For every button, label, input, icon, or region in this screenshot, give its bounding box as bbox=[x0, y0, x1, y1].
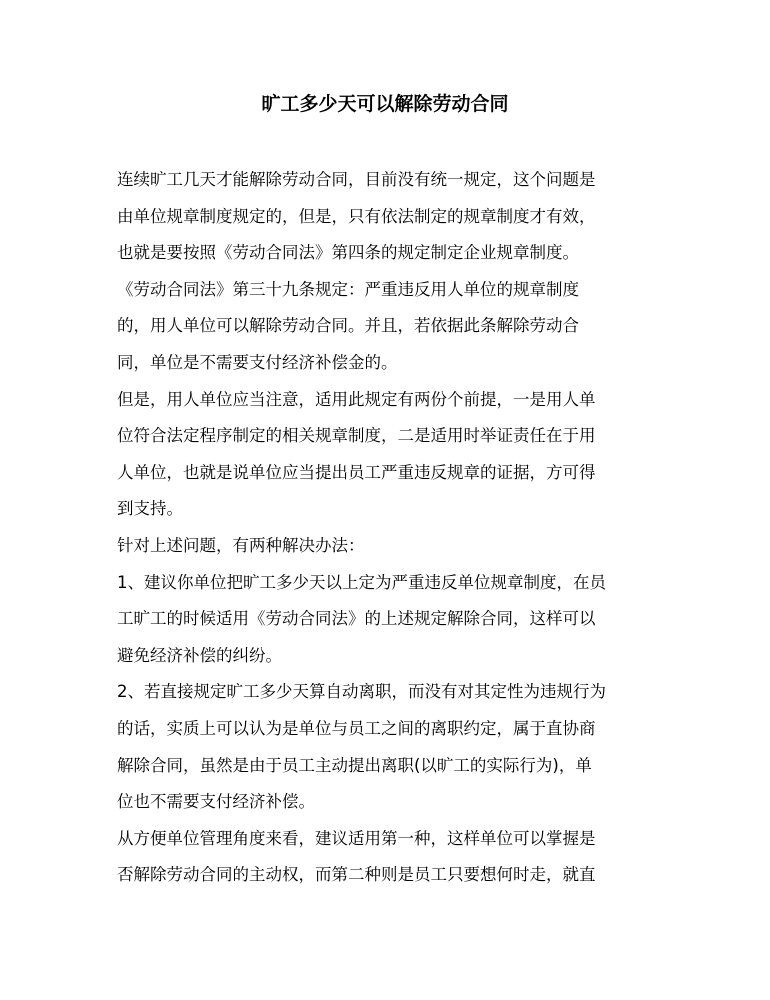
text-line: 连续旷工几天才能解除劳动合同，目前没有统一规定，这个问题是 bbox=[117, 170, 596, 189]
text-line: 1、建议你单位把旷工多少天以上定为严重违反单位规章制度，在员 bbox=[117, 572, 606, 592]
text-line: 人单位，也就是说单位应当提出员工严重违反规章的证据，方可得 bbox=[117, 462, 596, 482]
text-line: 由单位规章制度规定的，但是，只有依法制定的规章制度才有效， bbox=[117, 206, 596, 226]
text-line: 从方便单位管理角度来看，建议适用第一种，这样单位可以掌握是 bbox=[117, 828, 596, 848]
text-line: 位符合法定程序制定的相关规章制度，二是适用时举证责任在于用 bbox=[117, 426, 596, 446]
text-line: 解除合同，虽然是由于员工主动提出离职(以旷工的实际行为)，单 bbox=[117, 755, 592, 775]
text-line: 避免经济补偿的纠纷。 bbox=[117, 645, 282, 665]
text-line: 否解除劳动合同的主动权，而第二种则是员工只要想何时走，就直 bbox=[117, 865, 596, 885]
text-line: 到支持。 bbox=[117, 499, 183, 519]
text-line: 的话，实质上可以认为是单位与员工之间的离职约定，属于直协商 bbox=[117, 718, 596, 738]
text-line: 2、若直接规定旷工多少天算自动离职，而没有对其定性为违规行为 bbox=[117, 682, 606, 702]
text-line: 也就是要按照《劳动合同法》第四条的规定制定企业规章制度。 bbox=[117, 243, 579, 263]
text-line: 同，单位是不需要支付经济补偿金的。 bbox=[117, 352, 398, 372]
text-line: 的，用人单位可以解除劳动合同。并且，若依据此条解除劳动合 bbox=[117, 316, 579, 336]
text-line: 位也不需要支付经济补偿。 bbox=[117, 792, 315, 812]
text-line: 针对上述问题，有两种解决办法： bbox=[117, 535, 365, 555]
text-line: 但是，用人单位应当注意，适用此规定有两份个前提，一是用人单 bbox=[117, 389, 596, 409]
text-line: 《劳动合同法》第三十九条规定：严重违反用人单位的规章制度 bbox=[117, 279, 579, 299]
document-title: 旷工多少天可以解除劳动合同 bbox=[261, 93, 509, 115]
text-line: 工旷工的时候适用《劳动合同法》的上述规定解除合同，这样可以 bbox=[117, 609, 596, 629]
document-body bbox=[117, 162, 677, 894]
